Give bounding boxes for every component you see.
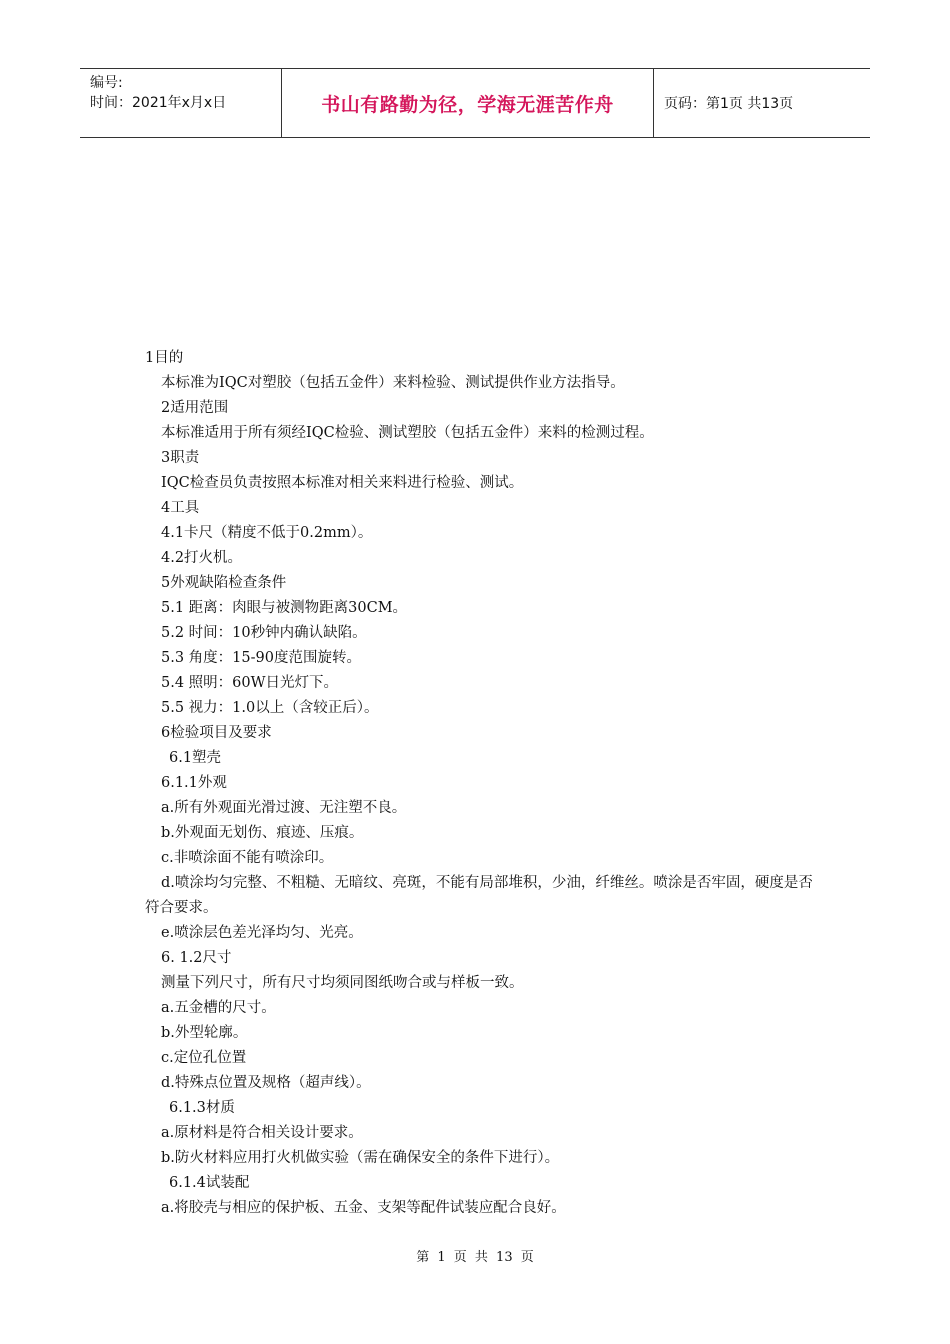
list-item: c.定位孔位置 bbox=[161, 1050, 247, 1066]
list-item: e.喷涂层色差光泽均匀、光亮。 bbox=[161, 925, 363, 941]
header-motto: 书山有路勤为径，学海无涯苦作舟 bbox=[321, 93, 614, 116]
list-item: 4.2打火机。 bbox=[161, 550, 243, 566]
list-item: b.外型轮廓。 bbox=[161, 1025, 248, 1041]
header-page-info: 页码：第1页 共13页 bbox=[664, 96, 794, 112]
list-item: b.外观面无划伤、痕迹、压痕。 bbox=[161, 825, 364, 841]
document-code-label: 编号: bbox=[90, 75, 123, 91]
document-body bbox=[145, 346, 817, 1221]
page-footer: 第 1 页 共 13 页 bbox=[416, 1250, 534, 1265]
list-item: 5.3 角度：15-90度范围旋转。 bbox=[161, 650, 361, 666]
subsection-heading: 6.1.3材质 bbox=[169, 1100, 235, 1116]
list-item: a.原材料是符合相关设计要求。 bbox=[161, 1125, 363, 1141]
header-page-cell bbox=[654, 69, 870, 137]
section-heading: 3职责 bbox=[161, 450, 200, 466]
header-motto-cell bbox=[282, 69, 654, 137]
section-heading: 4工具 bbox=[161, 500, 200, 516]
list-item: 5.1 距离：肉眼与被测物距离30CM。 bbox=[161, 600, 408, 616]
list-item: 4.1卡尺（精度不低于0.2mm）。 bbox=[161, 525, 373, 541]
list-item: 5.2 时间：10秒钟内确认缺陷。 bbox=[161, 625, 367, 641]
paragraph: 本标准为IQC对塑胶（包括五金件）来料检验、测试提供作业方法指导。 bbox=[161, 375, 625, 391]
list-item: 5.4 照明：60W日光灯下。 bbox=[161, 675, 339, 691]
section-heading: 1目的 bbox=[145, 350, 184, 366]
list-item: a.所有外观面光滑过渡、无注塑不良。 bbox=[161, 800, 407, 816]
header-meta-cell bbox=[80, 69, 282, 137]
document-date: 时间：2021年x月x日 bbox=[90, 95, 227, 111]
section-heading: 5外观缺陷检查条件 bbox=[161, 575, 287, 591]
paragraph: IQC检查员负责按照本标准对相关来料进行检验、测试。 bbox=[161, 475, 524, 491]
subsection-heading: 6.1.1外观 bbox=[161, 775, 227, 791]
subsection-heading: 6. 1.2尺寸 bbox=[161, 950, 232, 966]
list-item: 5.5 视力：1.0以上（含较正后）。 bbox=[161, 700, 379, 716]
list-item: d.特殊点位置及规格（超声线）。 bbox=[161, 1075, 371, 1091]
section-heading: 2适用范围 bbox=[161, 400, 229, 416]
list-item: a.将胶壳与相应的保护板、五金、支架等配件试装应配合良好。 bbox=[161, 1200, 566, 1216]
paragraph: 测量下列尺寸，所有尺寸均须同图纸吻合或与样板一致。 bbox=[161, 975, 524, 991]
list-item: a.五金槽的尺寸。 bbox=[161, 1000, 276, 1016]
subsection-heading: 6.1塑壳 bbox=[169, 750, 222, 766]
page-header bbox=[80, 68, 870, 138]
list-item: b.防火材料应用打火机做实验（需在确保安全的条件下进行）。 bbox=[161, 1150, 560, 1166]
list-item: d.喷涂均匀完整、不粗糙、无暗纹、亮斑，不能有局部堆积，少油，纤维丝。喷涂是否牢固，硬度是否符合要求。 bbox=[145, 875, 813, 916]
subsection-heading: 6.1.4试装配 bbox=[169, 1175, 250, 1191]
section-heading: 6检验项目及要求 bbox=[161, 725, 272, 741]
paragraph: 本标准适用于所有须经IQC检验、测试塑胶（包括五金件）来料的检测过程。 bbox=[161, 425, 654, 441]
list-item: c.非喷涂面不能有喷涂印。 bbox=[161, 850, 334, 866]
